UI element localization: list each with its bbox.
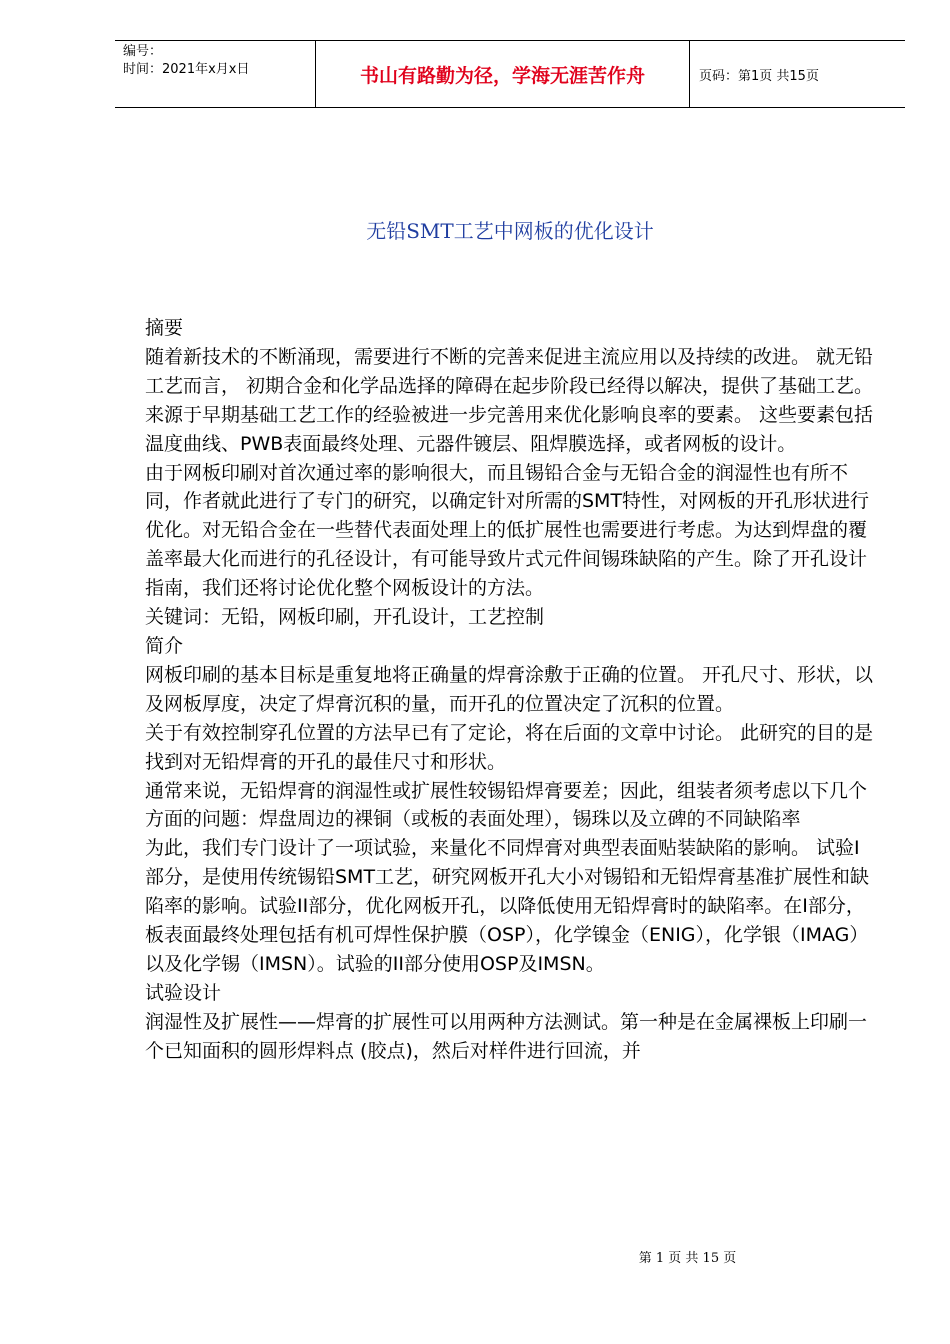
paragraph: 由于网板印刷对首次通过率的影响很大，而且锡铅合金与无铅合金的润湿性也有所不同，作者就此进行了专门的研究，以确定针对所需的SMT特性，对网板的开孔形状进行优化。对无铅合金在一些替代表面处理上的低扩展性也需要进行考虑。为达到焊盘的覆盖率最大化而进行的孔径设计，有可能导致片式元件间锡珠缺陷的产生。除了开孔设计指南，我们还将讨论优化整个网板设计的方法。 <box>145 461 870 600</box>
heading-abstract: 摘要 <box>145 317 184 339</box>
page-header <box>115 40 905 108</box>
document-body <box>145 314 875 1066</box>
heading-introduction: 简介 <box>145 634 184 657</box>
paragraph: 关于有效控制穿孔位置的方法早已有了定论，将在后面的文章中讨论。 此研究的目的是找到对无铅焊膏的开孔的最佳尺寸和形状。 <box>145 721 874 773</box>
paragraph: 润湿性及扩展性——焊膏的扩展性可以用两种方法测试。第一种是在金属裸板上印刷一个已知面积的圆形焊料点 (胶点)，然后对样件进行回流，并 <box>145 1010 868 1062</box>
paragraph: 为此，我们专门设计了一项试验，来量化不同焊膏对典型表面贴装缺陷的影响。 试验I部分，是使用传统锡铅SMT工艺，研究网板开孔大小对锡铅和无铅焊膏基准扩展性和缺陷率的影响。试验II部分，优化网板开孔，以降低使用无铅焊膏时的缺陷率。在I部分，板表面最终处理包括有机可焊性保护膜（OSP），化学镍金（ENIG），化学银（IMAG）以及化学锡（IMSN）。试验的II部分使用OSP及IMSN。 <box>145 837 870 975</box>
document-title: 无铅SMT工艺中网板的优化设计 <box>366 219 654 243</box>
document-time: 时间：2021年x月x日 <box>123 62 250 77</box>
document-number: 编号： <box>123 44 163 59</box>
header-page-info: 页码：第1页 共15页 <box>699 68 819 84</box>
paragraph: 通常来说，无铅焊膏的润湿性或扩展性较锡铅焊膏要差；因此，组装者须考虑以下几个方面的问题：焊盘周边的裸铜（或板的表面处理），锡珠以及立碑的不同缺陷率 <box>145 779 868 831</box>
header-meta <box>115 41 315 107</box>
paragraph: 网板印刷的基本目标是重复地将正确量的焊膏涂敷于正确的位置。 开孔尺寸、形状，以及网板厚度，决定了焊膏沉积的量，而开孔的位置决定了沉积的位置。 <box>145 663 874 715</box>
heading-experiment-design: 试验设计 <box>145 981 222 1004</box>
page-footer: 第 1 页 共 15 页 <box>638 1251 737 1266</box>
keywords: 关键词：无铅，网板印刷，开孔设计，工艺控制 <box>145 606 545 629</box>
header-motto: 书山有路勤为径，学海无涯苦作舟 <box>315 41 690 107</box>
paragraph: 随着新技术的不断涌现，需要进行不断的完善来促进主流应用以及持续的改进。 就无铅工艺而言， 初期合金和化学品选择的障碍在起步阶段已经得以解决，提供了基础工艺。 来源于早期基础工艺工作的经验被进一步完善用来优化影响良率的要素。 这些要素包括温度曲线、PWB表面最终处理、元器件镀层、阻焊膜选择，或者网板的设计。 <box>145 345 874 455</box>
